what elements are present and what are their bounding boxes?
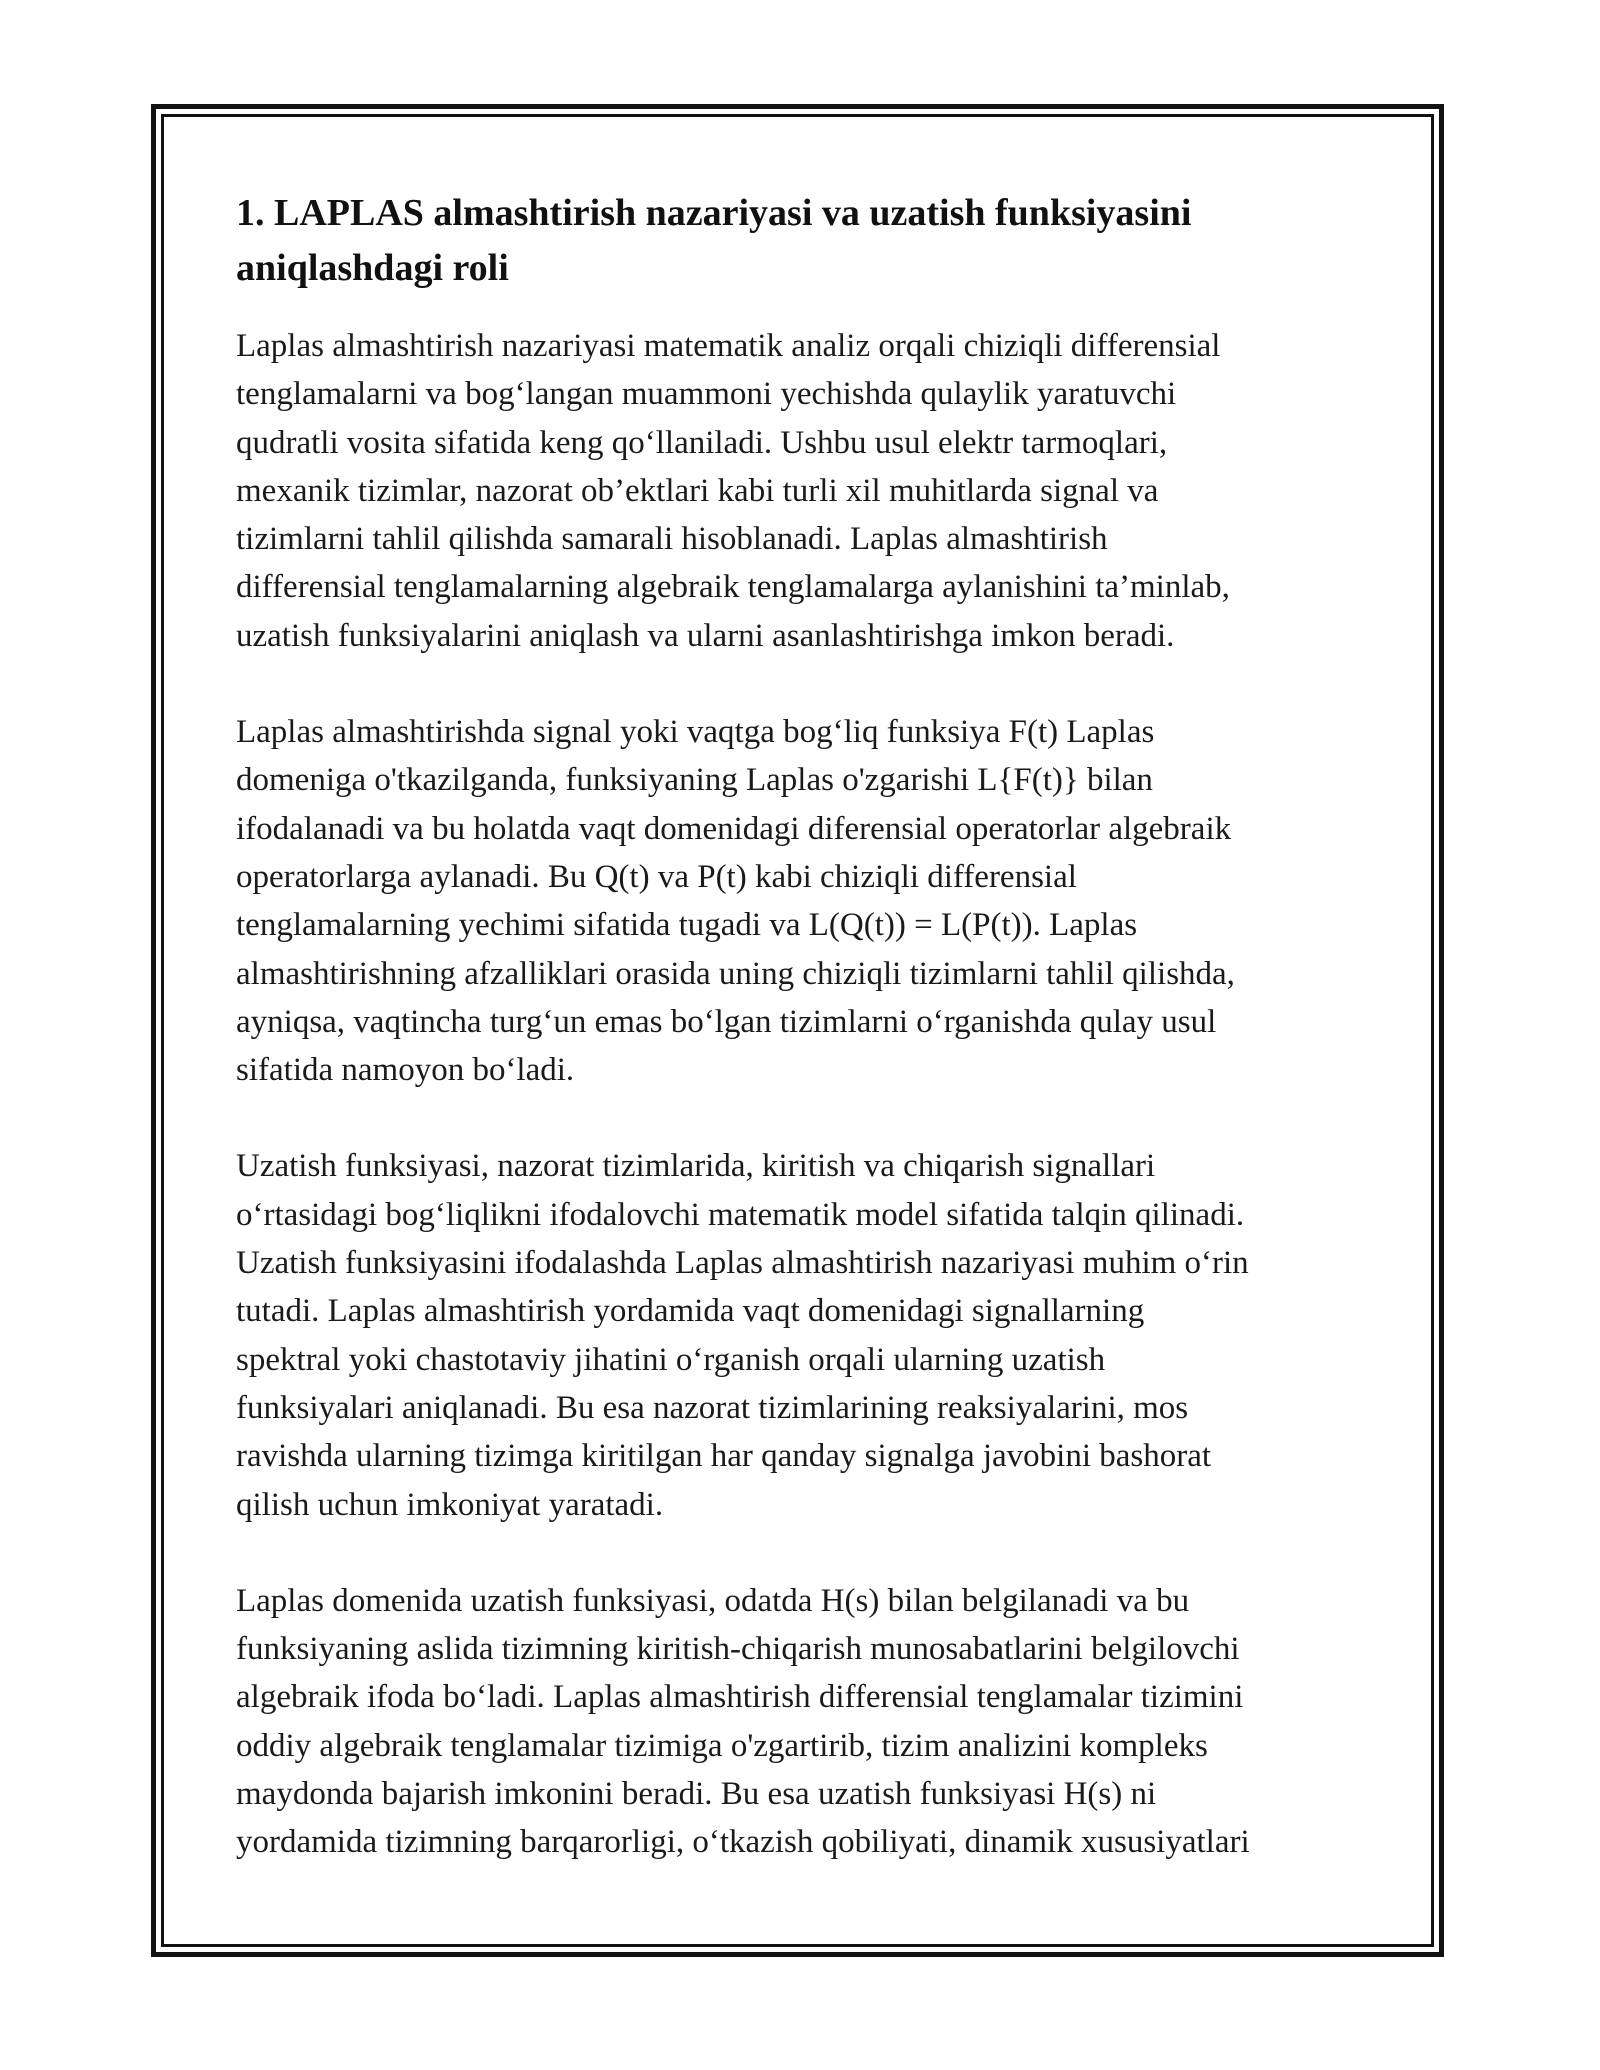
text-line: funksiyalari aniqlanadi. Bu esa nazorat tizimlarining reaksiyalarini, mos [236,1389,1189,1426]
heading-line: 1. LAPLAS almashtirish nazariyasi va uzatish funksiyasini [236,192,1192,234]
text-line: domeniga o'tkazilganda, funksiyaning Laplas o'zgarishi L{F(t)} bilan [236,762,1153,799]
text-line: sifatida namoyon bo‘ladi. [236,1052,575,1089]
text-line: almashtirishning afzalliklari orasida uning chiziqli tizimlarni tahlil qilishda, [236,955,1235,992]
text-line: o‘rtasidagi bog‘liqlikni ifodalovchi matematik model sifatida talqin qilinadi. [236,1196,1245,1233]
text-line: mexanik tizimlar, nazorat ob’ektlari kabi turli xil muhitlarda signal va [236,472,1159,509]
text-line: qilish uchun imkoniyat yaratadi. [236,1486,664,1523]
text-line: yordamida tizimning barqarorligi, o‘tkazish qobiliyati, dinamik xususiyatlari [236,1824,1250,1861]
text-line: oddiy algebraik tenglamalar tizimiga o'zgartirib, tizim analizini kompleks [236,1727,1208,1764]
text-line: tenglamalarning yechimi sifatida tugadi va L(Q(t)) = L(P(t)). Laplas [236,907,1138,944]
text-line: Laplas almashtirish nazariyasi matematik analiz orqali chiziqli differensial [236,328,1221,364]
text-line: Laplas almashtirishda signal yoki vaqtga bog‘liq funksiya F(t) Laplas [236,714,1155,751]
heading-line: aniqlashdagi roli [236,247,509,289]
text-line: spektral yoki chastotaviy jihatini o‘rganish orqali ularning uzatish [236,1341,1106,1378]
document-body [236,186,1366,1915]
text-line: funksiyaning aslida tizimning kiritish-chiqarish munosabatlarini belgilovchi [236,1631,1240,1668]
text-line: differensial tenglamalarning algebraik tenglamalarga aylanishini ta’minlab, [236,569,1230,606]
text-line: qudratli vosita sifatida keng qo‘llaniladi. Ushbu usul elektr tarmoqlari, [236,424,1168,461]
text-line: maydonda bajarish imkonini beradi. Bu esa uzatish funksiyasi H(s) ni [236,1776,1157,1813]
text-line: uzatish funksiyalarini aniqlash va ularni asanlashtirishga imkon beradi. [236,617,1175,654]
text-line: tenglamalarni va bog‘langan muammoni yechishda qulaylik yaratuvchi [236,376,1177,413]
text-line: Uzatish funksiyasini ifodalashda Laplas almashtirish nazariyasi muhim o‘rin [236,1245,1249,1282]
paragraph-3 [236,1142,1366,1528]
text-line: ifodalanadi va bu holatda vaqt domenidagi diferensial operatorlar algebraik [236,810,1232,847]
paragraph-4 [236,1577,1366,1867]
section-heading [236,186,1366,296]
text-line: Laplas domenida uzatish funksiyasi, odatda H(s) bilan belgilanadi va bu [236,1582,1190,1619]
text-line: Uzatish funksiyasi, nazorat tizimlarida, kiritish va chiqarish signallari [236,1148,1156,1185]
paragraph-1 [236,322,1366,660]
text-line: ayniqsa, vaqtincha turg‘un emas bo‘lgan tizimlarni o‘rganishda qulay usul [236,1003,1217,1040]
paragraph-2 [236,708,1366,1094]
text-line: tizimlarni tahlil qilishda samarali hisoblanadi. Laplas almashtirish [236,521,1108,558]
text-line: tutadi. Laplas almashtirish yordamida vaqt domenidagi signallarning [236,1293,1145,1330]
text-line: operatorlarga aylanadi. Bu Q(t) va P(t) kabi chiziqli differensial [236,858,1077,895]
text-line: ravishda ularning tizimga kiritilgan har qanday signalga javobini bashorat [236,1438,1212,1475]
text-line: algebraik ifoda bo‘ladi. Laplas almashtirish differensial tenglamalar tizimini [236,1679,1244,1716]
